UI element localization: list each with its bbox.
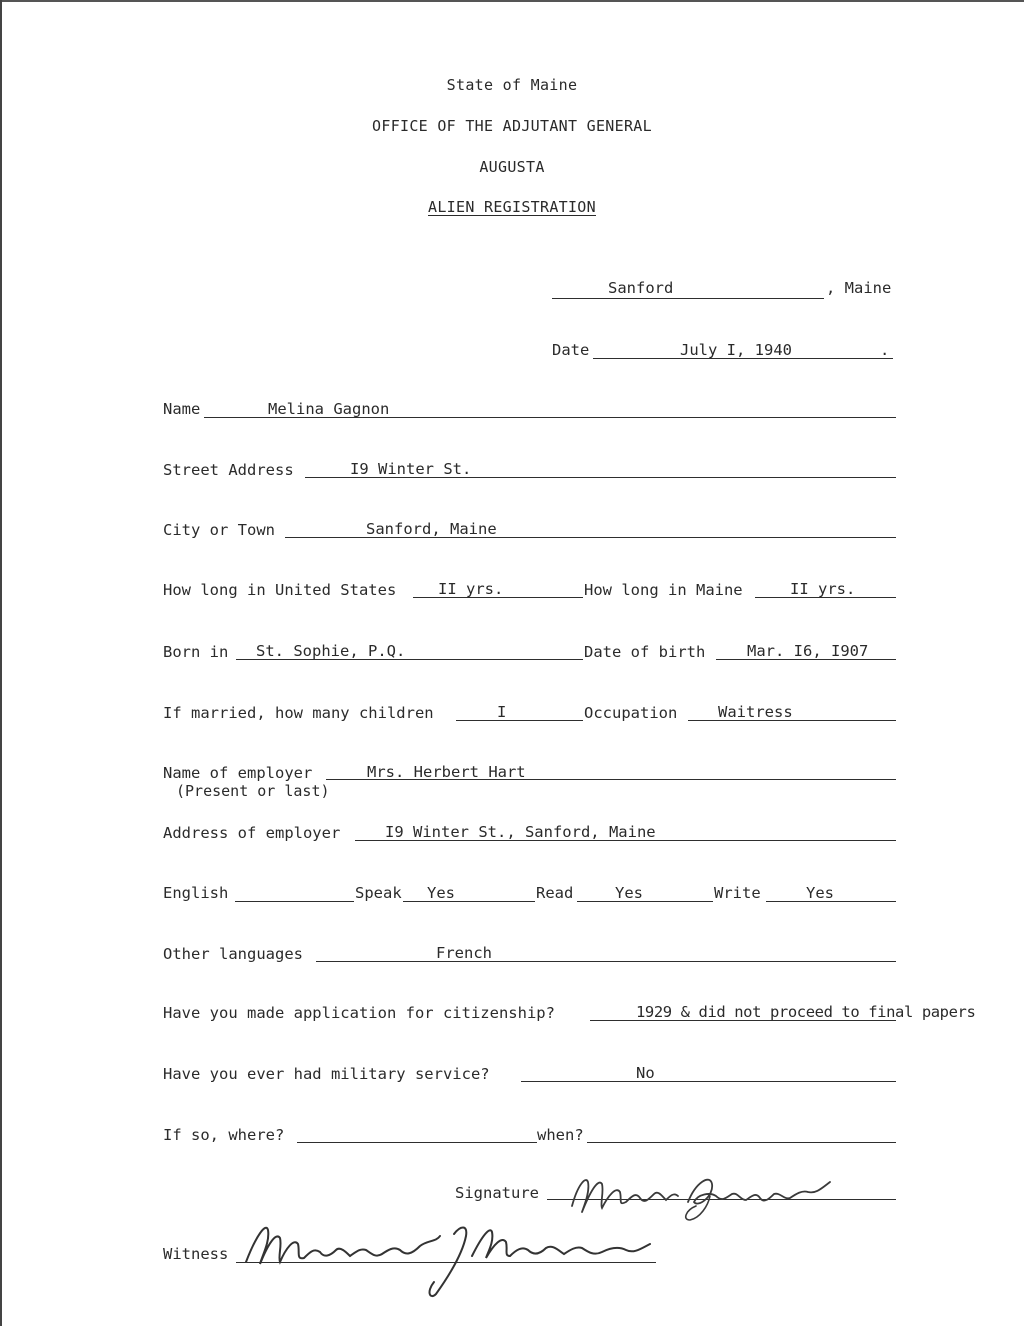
speak-label: Speak bbox=[355, 884, 402, 902]
how-long-maine-value: II yrs. bbox=[790, 580, 856, 598]
employer-address-label: Address of employer bbox=[163, 824, 341, 842]
date-suffix: . bbox=[880, 341, 890, 359]
other-languages-label: Other languages bbox=[163, 945, 303, 963]
occupation-label: Occupation bbox=[584, 704, 678, 722]
witness-label: Witness bbox=[163, 1245, 229, 1263]
scan-border-top bbox=[0, 0, 1024, 2]
children-label: If married, how many children bbox=[163, 704, 434, 722]
citizenship-label: Have you made application for citizenship? bbox=[163, 1004, 555, 1022]
children-value: I bbox=[497, 703, 507, 721]
other-languages-line bbox=[316, 961, 896, 962]
how-long-us-value: II yrs. bbox=[438, 580, 504, 598]
employer-name-label: Name of employer bbox=[163, 764, 313, 782]
write-label: Write bbox=[714, 884, 761, 902]
military-line bbox=[521, 1081, 896, 1082]
employer-name-sublabel: (Present or last) bbox=[176, 782, 330, 800]
born-in-label: Born in bbox=[163, 643, 229, 661]
date-label: Date bbox=[552, 341, 590, 359]
speak-value: Yes bbox=[427, 884, 455, 902]
witness-scribble bbox=[240, 1196, 680, 1306]
town-value: Sanford bbox=[608, 279, 674, 297]
english-label: English bbox=[163, 884, 229, 902]
employer-address-value: I9 Winter St., Sanford, Maine bbox=[385, 823, 656, 841]
occupation-value: Waitress bbox=[718, 703, 793, 721]
city-label: City or Town bbox=[163, 521, 275, 539]
speak-line bbox=[403, 901, 535, 902]
employer-name-value: Mrs. Herbert Hart bbox=[367, 763, 526, 781]
military-label: Have you ever had military service? bbox=[163, 1065, 490, 1083]
city-value: Sanford, Maine bbox=[366, 520, 497, 538]
english-line bbox=[235, 901, 354, 902]
military-value: No bbox=[636, 1064, 655, 1082]
born-in-value: St. Sophie, P.Q. bbox=[256, 642, 406, 660]
dob-label: Date of birth bbox=[584, 643, 706, 661]
other-languages-value: French bbox=[436, 944, 492, 962]
date-value: July I, 1940 bbox=[680, 341, 792, 359]
form-title: ALIEN REGISTRATION bbox=[428, 198, 596, 216]
read-label: Read bbox=[536, 884, 574, 902]
citizenship-value: 1929 & did not proceed to final papers bbox=[636, 1003, 976, 1021]
how-long-maine-label: How long in Maine bbox=[584, 581, 743, 599]
street-address-value: I9 Winter St. bbox=[350, 460, 472, 478]
name-value: Melina Gagnon bbox=[268, 400, 390, 418]
signature-label: Signature bbox=[455, 1184, 539, 1202]
where-line bbox=[297, 1142, 537, 1143]
header-city: AUGUSTA bbox=[479, 158, 545, 176]
header-office: OFFICE OF THE ADJUTANT GENERAL bbox=[372, 117, 652, 135]
how-long-us-label: How long in United States bbox=[163, 581, 397, 599]
where-label: If so, where? bbox=[163, 1126, 285, 1144]
witness-handwriting bbox=[240, 1196, 680, 1306]
town-line bbox=[552, 298, 824, 299]
dob-value: Mar. I6, I907 bbox=[747, 642, 869, 660]
read-line bbox=[577, 901, 713, 902]
header-state: State of Maine bbox=[446, 76, 578, 94]
read-value: Yes bbox=[615, 884, 643, 902]
name-label: Name bbox=[163, 400, 201, 418]
write-value: Yes bbox=[806, 884, 834, 902]
town-state-suffix: , Maine bbox=[826, 279, 892, 297]
when-label: when? bbox=[537, 1126, 584, 1144]
when-line bbox=[587, 1142, 896, 1143]
children-line bbox=[456, 720, 583, 721]
street-address-label: Street Address bbox=[163, 461, 294, 479]
